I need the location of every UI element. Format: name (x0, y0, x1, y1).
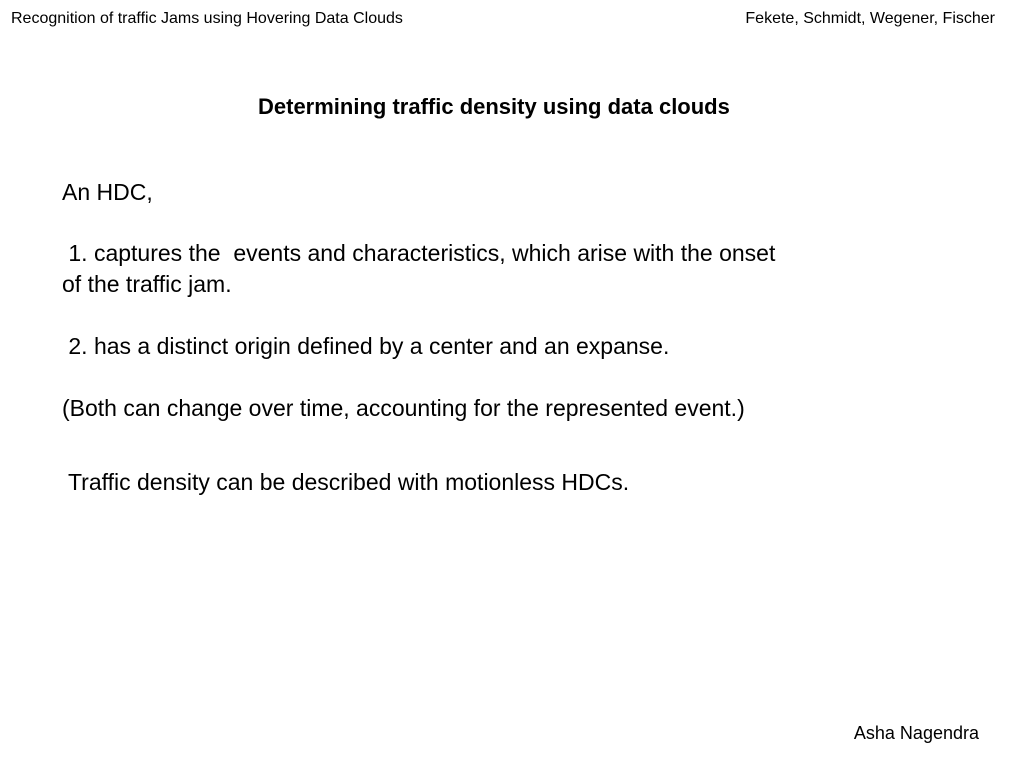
intro-text: An HDC, (62, 179, 153, 205)
note-text: (Both can change over time, accounting for the represented event.) (62, 395, 745, 421)
authors: Fekete, Schmidt, Wegener, Fischer (745, 10, 995, 27)
point-1-text: 1. captures the events and characteristics, which arise with the onset of the traffic jam. (62, 240, 776, 297)
conclusion-text: Traffic density can be described with motionless HDCs. (62, 469, 630, 495)
slide-title: Determining traffic density using data clouds (258, 94, 730, 119)
presentation-title: Recognition of traffic Jams using Hovering Data Clouds (11, 10, 403, 27)
point-2-text: 2. has a distinct origin defined by a center and an expanse. (62, 333, 670, 359)
presenter-name: Asha Nagendra (853, 723, 979, 743)
